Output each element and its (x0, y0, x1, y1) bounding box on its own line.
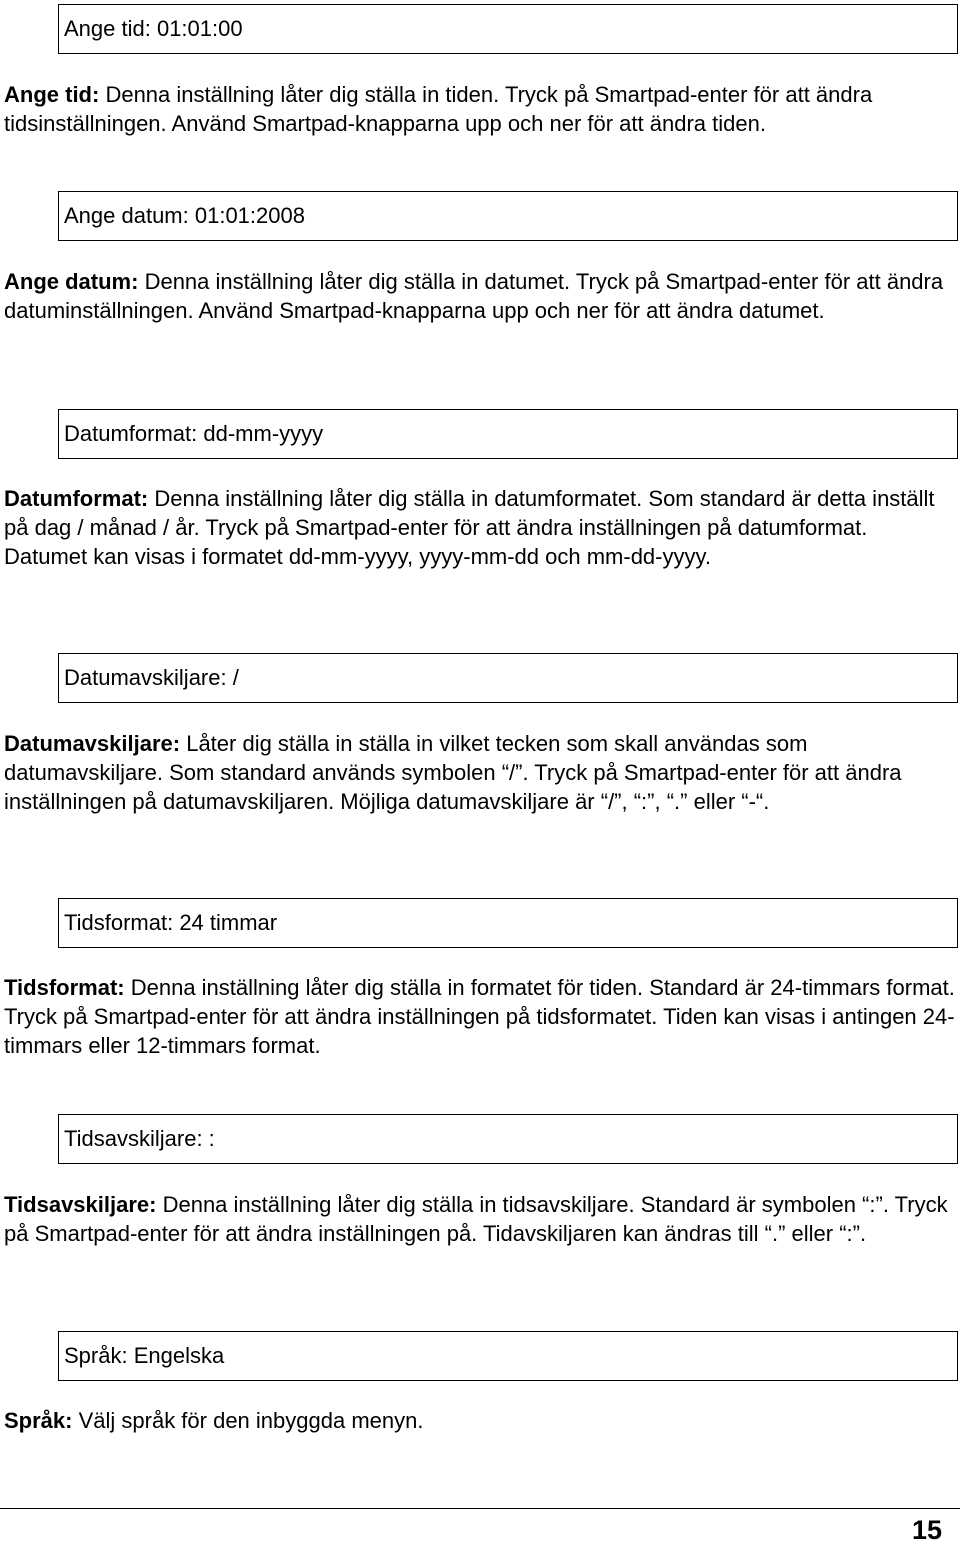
description-text-language: Välj språk för den inbyggda menyn. (72, 1408, 424, 1433)
footer-divider (0, 1508, 960, 1509)
setting-box-time-format: Tidsformat: 24 timmar (58, 898, 958, 948)
description-text-time: Denna inställning låter dig ställa in tiden. Tryck på Smartpad-enter för att ändra tidsinställningen. Använd Smartpad-knapparna upp och ner för att ändra tiden. (4, 82, 873, 136)
setting-box-date: Ange datum: 01:01:2008 (58, 191, 958, 241)
description-text-time-separator: Denna inställning låter dig ställa in tidsavskiljare. Standard är symbolen “:”. Tryck på Smartpad-enter för att ändra inställningen på. Tidavskiljaren kan ändras till “.” eller “:”. (4, 1192, 948, 1246)
setting-box-date-format: Datumformat: dd-mm-yyyy (58, 409, 958, 459)
description-date-format (4, 484, 956, 571)
term-time: Ange tid: (4, 82, 100, 107)
description-date-separator (4, 729, 956, 816)
description-time (4, 80, 956, 138)
term-date-format: Datumformat: (4, 486, 149, 511)
term-time-separator: Tidsavskiljare: (4, 1192, 157, 1217)
page-number: 15 (911, 1515, 942, 1545)
description-text-date-format: Denna inställning låter dig ställa in datumformatet. Som standard är detta inställt på dag / månad / år. Tryck på Smartpad-enter för att ändra inställningen på datumformat. Datumet kan visas i formatet dd-mm-yyyy, yyyy-mm-dd och mm-dd-yyyy. (4, 486, 935, 569)
term-language: Språk: (4, 1408, 73, 1433)
description-time-format (4, 973, 956, 1060)
setting-box-date-separator: Datumavskiljare: / (58, 653, 958, 703)
term-date: Ange datum: (4, 269, 139, 294)
description-date (4, 267, 956, 325)
setting-box-time: Ange tid: 01:01:00 (58, 4, 958, 54)
setting-box-language: Språk: Engelska (58, 1331, 958, 1381)
description-text-date: Denna inställning låter dig ställa in datumet. Tryck på Smartpad-enter för att ändra datuminställningen. Använd Smartpad-knapparna upp och ner för att ändra datumet. (4, 269, 944, 323)
setting-box-time-separator: Tidsavskiljare: : (58, 1114, 958, 1164)
description-language (4, 1406, 956, 1435)
description-text-date-separator: Låter dig ställa in ställa in vilket tecken som skall användas som datumavskiljare. Som standard används symbolen “/”. Tryck på Smartpad-enter för att ändra inställningen på datumavskiljaren. Möjliga datumavskiljare är “/”, “:”, “.” eller “-“. (4, 731, 902, 814)
term-time-format: Tidsformat: (4, 975, 125, 1000)
description-text-time-format: Denna inställning låter dig ställa in formatet för tiden. Standard är 24-timmars format. Tryck på Smartpad-enter för att ändra inställningen på tidsformatet. Tiden kan visas i antingen 24-timmars eller 12-timmars format. (4, 975, 955, 1058)
term-date-separator: Datumavskiljare: (4, 731, 181, 756)
description-time-separator (4, 1190, 956, 1248)
